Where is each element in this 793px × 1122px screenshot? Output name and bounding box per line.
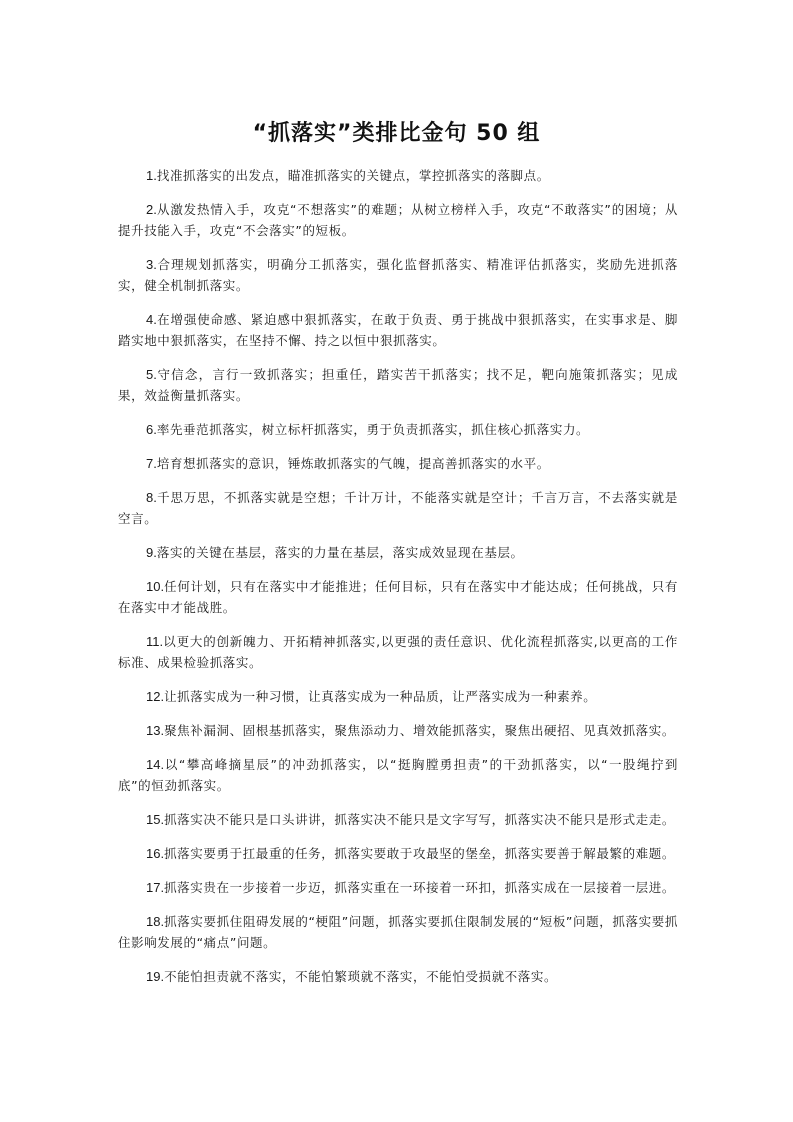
item-text: 抓落实要勇于扛最重的任务，抓落实要敢于攻最坚的堡垒，抓落实要善于解最繁的难题。 (164, 846, 675, 861)
item-text: 守信念，言行一致抓落实；担重任，踏实苦干抓落实；找不足，靶向施策抓落实；见成果，效益衡量抓落实。 (118, 367, 678, 403)
item-number: 12. (146, 689, 165, 704)
item-number: 1. (146, 168, 157, 183)
item-number: 9. (146, 545, 157, 560)
document-title: “抓落实”类排比金句 50 组 (252, 121, 541, 146)
list-item (118, 754, 678, 796)
item-number: 14. (146, 757, 165, 772)
item-list (118, 165, 678, 1000)
item-number: 15. (146, 812, 165, 827)
list-item (118, 911, 678, 953)
list-item (118, 809, 678, 830)
item-text: 让抓落实成为一种习惯，让真落实成为一种品质，让严落实成为一种素养。 (164, 689, 597, 704)
item-number: 7. (146, 456, 157, 471)
item-number: 6. (146, 422, 157, 437)
item-number: 10. (146, 579, 165, 594)
item-text: 找准抓落实的出发点，瞄准抓落实的关键点，掌控抓落实的落脚点。 (156, 168, 550, 183)
item-number: 11. (146, 634, 164, 649)
item-text: 以“攀高峰摘星辰”的冲劲抓落实，以“挺胸膛勇担责”的干劲抓落实，以“一股绳拧到底”的恒劲抓落实。 (118, 757, 678, 793)
list-item (118, 720, 678, 741)
item-number: 16. (146, 846, 165, 861)
item-text: 率先垂范抓落实，树立标杆抓落实，勇于负责抓落实，抓住核心抓落实力。 (156, 422, 590, 437)
list-item (118, 686, 678, 707)
item-text: 合理规划抓落实，明确分工抓落实，强化监督抓落实、精准评估抓落实，奖励先进抓落实，健全机制抓落实。 (118, 257, 678, 293)
item-text: 在增强使命感、紧迫感中狠抓落实，在敢于负责、勇于挑战中狠抓落实，在实事求是、脚踏实地中狠抓落实，在坚持不懈、持之以恒中狠抓落实。 (118, 312, 678, 348)
item-number: 17. (146, 880, 165, 895)
list-item (118, 631, 678, 673)
item-text: 培育想抓落实的意识，锤炼敢抓落实的气魄，提高善抓落实的水平。 (156, 456, 550, 471)
item-number: 2. (146, 202, 157, 217)
item-number: 19. (146, 969, 165, 984)
item-number: 8. (146, 490, 157, 505)
list-item (118, 453, 678, 474)
item-text: 抓落实贵在一步接着一步迈，抓落实重在一环接着一环扣，抓落实成在一层接着一层进。 (164, 880, 675, 895)
item-text: 任何计划，只有在落实中才能推进；任何目标，只有在落实中才能达成；任何挑战，只有在落实中才能战胜。 (118, 579, 678, 615)
item-text: 抓落实要抓住阻碍发展的“梗阻”问题，抓落实要抓住限制发展的“短板”问题，抓落实要抓住影响发展的“痛点”问题。 (118, 914, 678, 950)
list-item (118, 966, 678, 987)
list-item (118, 877, 678, 898)
item-text: 不能怕担责就不落实，不能怕繁琐就不落实，不能怕受损就不落实。 (164, 969, 558, 984)
item-number: 4. (146, 312, 157, 327)
list-item (118, 542, 678, 563)
item-number: 3. (146, 257, 157, 272)
list-item (118, 254, 678, 296)
list-item (118, 487, 678, 529)
item-text: 千思万思，不抓落实就是空想；千计万计，不能落实就是空计；千言万言，不去落实就是空言。 (118, 490, 678, 526)
item-text: 从激发热情入手，攻克“不想落实”的难题；从树立榜样入手，攻克“不敢落实”的困境；从提升技能入手，攻克“不会落实”的短板。 (118, 202, 678, 238)
item-text: 以更大的创新魄力、开拓精神抓落实,以更强的责任意识、优化流程抓落实,以更高的工作标准、成果检验抓落实。 (118, 634, 678, 670)
item-text: 聚焦补漏洞、固根基抓落实，聚焦添动力、增效能抓落实，聚焦出硬招、见真效抓落实。 (164, 723, 675, 738)
list-item (118, 576, 678, 618)
list-item (118, 843, 678, 864)
item-number: 18. (146, 914, 165, 929)
item-text: 落实的关键在基层，落实的力量在基层，落实成效显现在基层。 (156, 545, 524, 560)
item-number: 13. (146, 723, 165, 738)
list-item (118, 419, 678, 440)
item-text: 抓落实决不能只是口头讲讲，抓落实决不能只是文字写写，抓落实决不能只是形式走走。 (164, 812, 675, 827)
list-item (118, 364, 678, 406)
list-item (118, 199, 678, 241)
item-number: 5. (146, 367, 157, 382)
list-item (118, 309, 678, 351)
list-item (118, 165, 678, 186)
